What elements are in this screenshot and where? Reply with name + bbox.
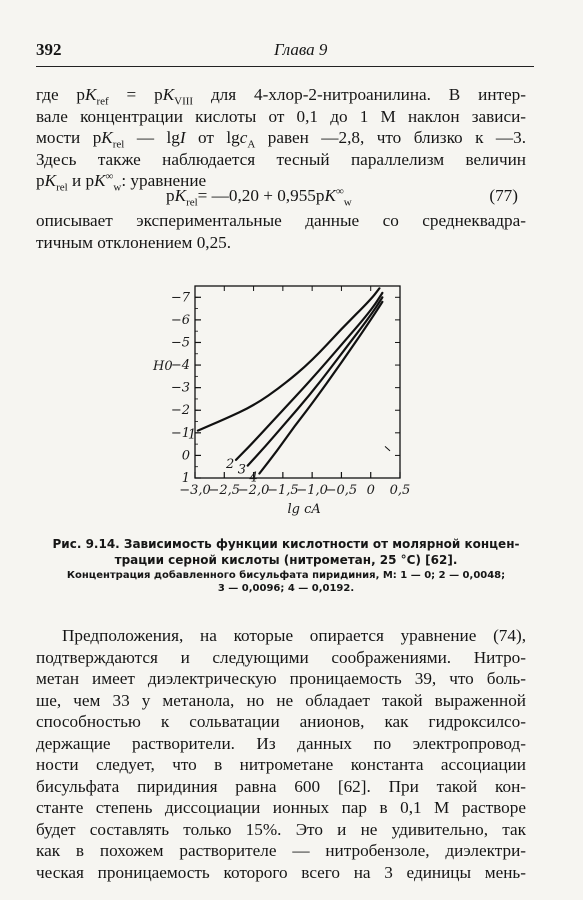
text-line: тичным отклонением 0,25. [36, 232, 232, 252]
text-line: держащие растворители. Из данных по электропровод- [36, 733, 526, 753]
text-line: вале концентрации кислоты от 0,1 до 1 M наклон зависи- [36, 106, 526, 126]
text-line: метан имеет диэлектрическую проницаемость 39, что боль- [36, 669, 526, 688]
equation-body: $pK_{rel}=$ —0,20 + $0,955pK^\infty_w$ [166, 185, 352, 209]
x-tick-label: −1,0 [296, 483, 328, 498]
text-line: мости $pK_{rel}$ — lgI от lgc$_A$ равен —2,8, что близко к —3. [36, 128, 526, 151]
page-header [36, 40, 534, 67]
text-line: ше, чем 33 у метанола, но не обладает такой выраженной [36, 690, 526, 710]
x-tick-label: 0,5 [389, 483, 411, 498]
curve-label-3: 3 [237, 462, 246, 478]
x-tick-label: −2,0 [237, 483, 270, 498]
caption-line: Рис. 9.14. Зависимость функции кислотности от молярной концен- [52, 537, 520, 551]
curve-label-1: 1 [187, 427, 197, 443]
x-axis-label: lg cA [287, 502, 321, 517]
y-tick-label: −2 [170, 403, 190, 419]
caption-line: трации серной кислоты (нитрометан, 25 °C) [62]. [114, 553, 458, 567]
y-tick-label: −3 [170, 380, 190, 396]
y-tick-label: −5 [170, 335, 190, 351]
curve-label-4: 4 [249, 470, 258, 486]
x-tick-label: 0 [366, 483, 375, 498]
text-line: где $pK_{ref} = pK_{VIII}$ для 4-хлор-2-нитроанилина. В интер- [36, 85, 526, 108]
text-line: способностью к сольватации анионов, как гидроксилсо- [36, 712, 526, 731]
y-tick-label: −7 [170, 290, 190, 306]
y-axis-label: H0 [153, 359, 173, 375]
x-tick-label: −2,5 [208, 483, 241, 498]
curve-label-2: 2 [226, 456, 235, 472]
figure-legend-note [36, 569, 536, 595]
text-line: как в похожем растворителе — нитробензоле, диэлектри- [36, 841, 526, 860]
text-line: станте степень диссоциации ионных пар в 0,1 М растворе [36, 798, 526, 817]
text-line: подтверждаются и следующими соображениями. Нитро- [36, 647, 526, 667]
paragraph-intro [36, 84, 526, 192]
x-tick-label: −3,0 [179, 483, 211, 498]
acidity-function-chart [150, 268, 410, 528]
text-line: ности следует, что в нитрометане константа ассоциации [36, 755, 526, 774]
y-tick-label: −4 [170, 358, 190, 374]
caption-line: 3 — 0,0096; 4 — 0,0192. [217, 583, 355, 594]
stray-tick [385, 446, 390, 451]
curve-1 [198, 288, 380, 430]
caption-line: Концентрация добавленного бисульфата пиридиния, М: 1 — 0; 2 — 0,0048; [66, 570, 506, 581]
text-line: описывает экспериментальные данные со среднеквадра- [36, 211, 526, 230]
curve-2 [236, 293, 382, 460]
text-line: $pK_{rel}$ и $pK^\infty_w$: уравнение [36, 170, 207, 194]
chapter-title: Глава 9 [274, 40, 328, 59]
y-tick-label: 0 [181, 448, 190, 464]
y-tick-label: −1 [170, 425, 190, 441]
paragraph-after-equation [36, 210, 526, 253]
figure-9-14 [150, 268, 410, 528]
y-tick-label: 1 [181, 471, 190, 486]
equation-number: (77) [489, 186, 518, 205]
equation-77 [36, 186, 526, 208]
plot-frame [195, 286, 400, 478]
paragraph-main [36, 625, 526, 883]
text-line: Предположения, на которые опирается уравнение (74), [62, 626, 526, 645]
text-line: ческая проницаемость которого всего на 3 единицы мень- [36, 862, 526, 882]
page-number: 392 [36, 40, 62, 59]
curve-3 [248, 297, 383, 465]
figure-caption [36, 536, 536, 568]
x-tick-label: −1,5 [267, 483, 299, 498]
text-line: бисульфата пиридиния равна 600 [62]. При такой кон- [36, 776, 526, 796]
text-line: Здесь также наблюдается тесный параллелизм величин [36, 149, 526, 169]
y-tick-label: −6 [170, 312, 190, 328]
x-tick-label: −0,5 [325, 483, 358, 498]
text-line: будет составлять только 15%. Это и не удивительно, так [36, 819, 526, 839]
